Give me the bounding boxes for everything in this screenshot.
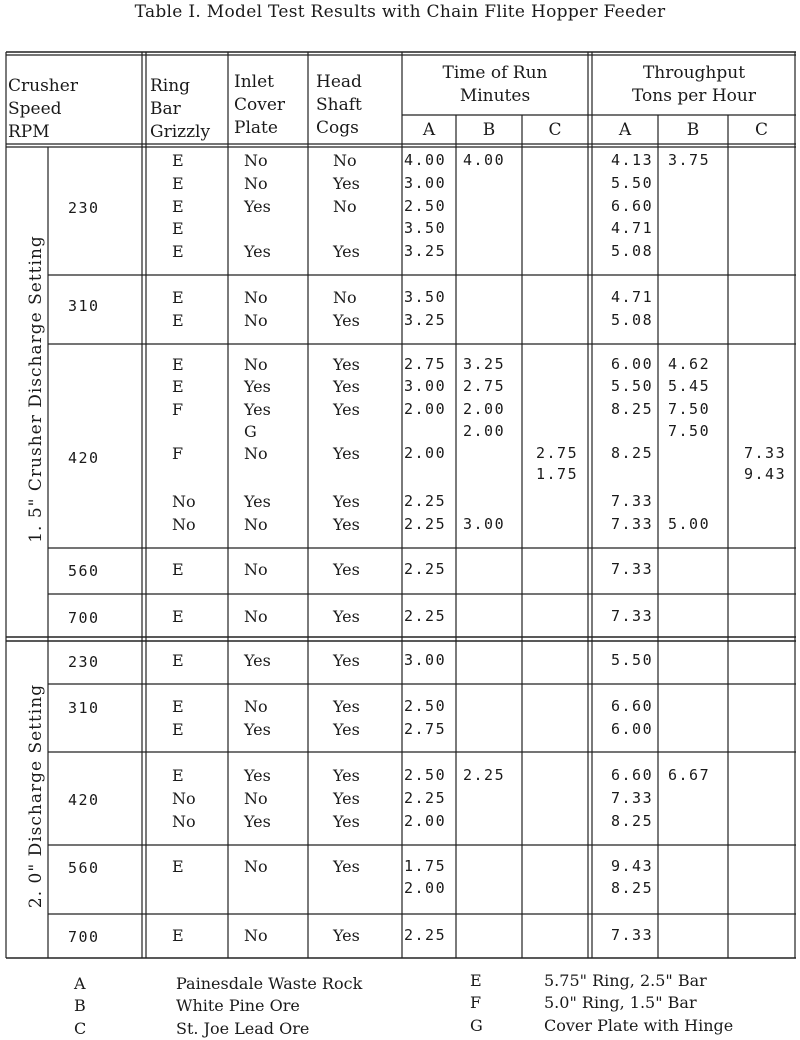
time-a-cell: 3.25 — [404, 242, 447, 260]
time-a-cell: 3.00 — [404, 174, 447, 192]
grizzly-cell: E — [172, 651, 184, 670]
head-shaft-cogs-cell: Yes — [333, 242, 360, 261]
time-c-cell: 1.75 — [536, 465, 579, 483]
head-shaft-cogs-cell: Yes — [333, 400, 360, 419]
header-time-a: A — [422, 120, 436, 140]
cover-plate-cell: Yes — [244, 377, 271, 396]
throughput-a-cell: 6.60 — [611, 766, 654, 784]
time-a-cell: 3.25 — [404, 311, 447, 329]
time-b-cell: 4.00 — [463, 151, 506, 169]
grizzly-cell: E — [172, 151, 184, 170]
time-a-cell: 1.75 — [404, 857, 447, 875]
legend-text: 5.0" Ring, 1.5" Bar — [544, 993, 697, 1012]
legend-key: B — [74, 996, 86, 1015]
cover-plate-cell: Yes — [244, 400, 271, 419]
header-line: Plate — [234, 118, 278, 138]
time-a-cell: 2.00 — [404, 444, 447, 462]
header-head-shaft-cogs — [316, 71, 362, 140]
header-line: Time of Run — [442, 63, 548, 83]
cover-plate-cell: No — [244, 174, 268, 193]
cover-plate-cell: No — [244, 697, 268, 716]
head-shaft-cogs-cell: Yes — [333, 355, 360, 374]
cover-plate-cell: No — [244, 789, 268, 808]
time-a-cell: 2.50 — [404, 197, 447, 215]
grizzly-cell: E — [172, 288, 184, 307]
time-a-cell: 2.00 — [404, 812, 447, 830]
cover-plate-cell: G — [244, 422, 257, 441]
section-label-2-0-inch: 2. 0" Discharge Setting — [26, 683, 46, 909]
header-crusher-speed — [8, 75, 78, 144]
head-shaft-cogs-cell: No — [333, 151, 357, 170]
head-shaft-cogs-cell: Yes — [333, 311, 360, 330]
throughput-a-cell: 4.71 — [611, 288, 654, 306]
rpm-value: 700 — [68, 609, 100, 627]
grizzly-cell: E — [172, 857, 184, 876]
header-line: Cover — [234, 95, 286, 115]
legend-text: 5.75" Ring, 2.5" Bar — [544, 971, 707, 990]
grizzly-cell: E — [172, 311, 184, 330]
cover-plate-cell: No — [244, 607, 268, 626]
grizzly-cell: E — [172, 560, 184, 579]
grizzly-cell: E — [172, 219, 184, 238]
head-shaft-cogs-cell: Yes — [333, 789, 360, 808]
head-shaft-cogs-cell: Yes — [333, 697, 360, 716]
throughput-b-cell: 7.50 — [668, 400, 711, 418]
throughput-b-cell: 4.62 — [668, 355, 711, 373]
legend-key: C — [74, 1019, 87, 1038]
section-label-1-5-inch: 1. 5" Crusher Discharge Setting — [26, 235, 46, 543]
rpm-value: 560 — [68, 859, 100, 877]
time-a-cell: 2.00 — [404, 400, 447, 418]
grizzly-cell: E — [172, 355, 184, 374]
throughput-a-cell: 5.50 — [611, 174, 654, 192]
time-a-cell: 2.25 — [404, 560, 447, 578]
time-b-cell: 2.00 — [463, 422, 506, 440]
header-line: Shaft — [316, 95, 362, 115]
legend-text: Cover Plate with Hinge — [544, 1016, 734, 1035]
head-shaft-cogs-cell: Yes — [333, 515, 360, 534]
throughput-c-cell: 7.33 — [744, 444, 787, 462]
header-line: RPM — [8, 122, 50, 142]
head-shaft-cogs-cell: Yes — [333, 766, 360, 785]
throughput-a-cell: 5.08 — [611, 311, 654, 329]
grizzly-cell: E — [172, 174, 184, 193]
cover-plate-cell: Yes — [244, 492, 271, 511]
header-inlet-cover-plate — [234, 71, 285, 140]
time-a-cell: 2.25 — [404, 515, 447, 533]
throughput-a-cell: 6.60 — [611, 697, 654, 715]
header-throughput — [592, 62, 796, 108]
time-a-cell: 2.25 — [404, 492, 447, 510]
header-line: Bar — [150, 99, 181, 119]
head-shaft-cogs-cell: Yes — [333, 174, 360, 193]
grizzly-cell: No — [172, 812, 196, 831]
throughput-b-cell: 5.45 — [668, 377, 711, 395]
header-throughput-a: A — [618, 120, 632, 140]
header-line: Ring — [150, 76, 191, 96]
header-line: Tons per Hour — [632, 86, 756, 106]
cover-plate-cell: Yes — [244, 242, 271, 261]
head-shaft-cogs-cell: No — [333, 288, 357, 307]
throughput-a-cell: 4.13 — [611, 151, 654, 169]
header-time-of-run — [402, 62, 588, 108]
throughput-b-cell: 5.00 — [668, 515, 711, 533]
time-a-cell: 3.50 — [404, 219, 447, 237]
throughput-a-cell: 8.25 — [611, 400, 654, 418]
header-line: Cogs — [316, 118, 359, 138]
throughput-c-cell: 9.43 — [744, 465, 787, 483]
header-throughput-c: C — [754, 120, 768, 140]
grizzly-cell: E — [172, 607, 184, 626]
table-title: Table I. Model Test Results with Chain Flite Hopper Feeder — [134, 2, 666, 22]
head-shaft-cogs-cell: Yes — [333, 926, 360, 945]
time-a-cell: 2.75 — [404, 720, 447, 738]
time-b-cell: 2.25 — [463, 766, 506, 784]
rpm-value: 420 — [68, 449, 100, 467]
cover-plate-cell: No — [244, 288, 268, 307]
head-shaft-cogs-cell: Yes — [333, 607, 360, 626]
throughput-a-cell: 5.50 — [611, 651, 654, 669]
rpm-value: 700 — [68, 928, 100, 946]
legend-key: F — [470, 993, 482, 1012]
head-shaft-cogs-cell: Yes — [333, 857, 360, 876]
head-shaft-cogs-cell: Yes — [333, 560, 360, 579]
grizzly-cell: F — [172, 400, 184, 419]
cover-plate-cell: No — [244, 444, 268, 463]
header-line: Crusher — [8, 76, 78, 96]
grizzly-cell: F — [172, 444, 184, 463]
grizzly-cell: No — [172, 789, 196, 808]
throughput-a-cell: 8.25 — [611, 444, 654, 462]
rpm-value: 230 — [68, 653, 100, 671]
grizzly-cell: E — [172, 926, 184, 945]
throughput-a-cell: 5.08 — [611, 242, 654, 260]
header-line: Minutes — [459, 86, 531, 106]
time-b-cell: 2.75 — [463, 377, 506, 395]
throughput-a-cell: 6.60 — [611, 197, 654, 215]
grizzly-cell: E — [172, 242, 184, 261]
cover-plate-cell: No — [244, 515, 268, 534]
time-a-cell: 3.00 — [404, 377, 447, 395]
cover-plate-cell: Yes — [244, 812, 271, 831]
throughput-b-cell: 7.50 — [668, 422, 711, 440]
legend-key: A — [74, 974, 86, 993]
cover-plate-cell: No — [244, 560, 268, 579]
head-shaft-cogs-cell: Yes — [333, 812, 360, 831]
rpm-value: 230 — [68, 199, 100, 217]
head-shaft-cogs-cell: No — [333, 197, 357, 216]
throughput-a-cell: 8.25 — [611, 879, 654, 897]
legend-key: G — [470, 1016, 483, 1035]
rpm-value: 560 — [68, 562, 100, 580]
throughput-a-cell: 7.33 — [611, 926, 654, 944]
grizzly-cell: No — [172, 515, 196, 534]
throughput-b-cell: 6.67 — [668, 766, 711, 784]
throughput-a-cell: 7.33 — [611, 607, 654, 625]
time-a-cell: 3.00 — [404, 651, 447, 669]
time-b-cell: 3.25 — [463, 355, 506, 373]
throughput-a-cell: 7.33 — [611, 560, 654, 578]
time-b-cell: 2.00 — [463, 400, 506, 418]
throughput-a-cell: 7.33 — [611, 515, 654, 533]
grizzly-cell: E — [172, 697, 184, 716]
throughput-a-cell: 4.71 — [611, 219, 654, 237]
throughput-a-cell: 9.43 — [611, 857, 654, 875]
time-b-cell: 3.00 — [463, 515, 506, 533]
time-a-cell: 2.50 — [404, 766, 447, 784]
cover-plate-cell: No — [244, 311, 268, 330]
legend-key: E — [470, 971, 482, 990]
grizzly-cell: E — [172, 197, 184, 216]
time-a-cell: 3.50 — [404, 288, 447, 306]
header-throughput-b: B — [686, 120, 700, 140]
head-shaft-cogs-cell: Yes — [333, 492, 360, 511]
time-a-cell: 2.50 — [404, 697, 447, 715]
legend-text: White Pine Ore — [176, 996, 300, 1015]
head-shaft-cogs-cell: Yes — [333, 377, 360, 396]
grizzly-cell: E — [172, 766, 184, 785]
rpm-value: 310 — [68, 699, 100, 717]
head-shaft-cogs-cell: Yes — [333, 651, 360, 670]
throughput-a-cell: 5.50 — [611, 377, 654, 395]
cover-plate-cell: No — [244, 857, 268, 876]
throughput-b-cell: 3.75 — [668, 151, 711, 169]
header-line: Speed — [8, 99, 62, 119]
time-a-cell: 2.75 — [404, 355, 447, 373]
legend-text: St. Joe Lead Ore — [176, 1019, 310, 1038]
time-c-cell: 2.75 — [536, 444, 579, 462]
cover-plate-cell: Yes — [244, 720, 271, 739]
time-a-cell: 2.25 — [404, 789, 447, 807]
header-line: Throughput — [642, 63, 746, 83]
head-shaft-cogs-cell: Yes — [333, 444, 360, 463]
throughput-a-cell: 6.00 — [611, 720, 654, 738]
grizzly-cell: No — [172, 492, 196, 511]
legend-text: Painesdale Waste Rock — [176, 974, 363, 993]
header-line: Head — [316, 72, 362, 92]
throughput-a-cell: 7.33 — [611, 492, 654, 510]
header-line: Inlet — [234, 72, 274, 92]
throughput-a-cell: 6.00 — [611, 355, 654, 373]
throughput-a-cell: 8.25 — [611, 812, 654, 830]
cover-plate-cell: Yes — [244, 651, 271, 670]
grizzly-cell: E — [172, 377, 184, 396]
time-a-cell: 2.25 — [404, 607, 447, 625]
rpm-value: 420 — [68, 791, 100, 809]
header-time-c: C — [548, 120, 562, 140]
header-time-b: B — [482, 120, 496, 140]
time-a-cell: 2.25 — [404, 926, 447, 944]
throughput-a-cell: 7.33 — [611, 789, 654, 807]
head-shaft-cogs-cell: Yes — [333, 720, 360, 739]
time-a-cell: 2.00 — [404, 879, 447, 897]
cover-plate-cell: No — [244, 355, 268, 374]
header-line: Grizzly — [150, 122, 211, 142]
cover-plate-cell: Yes — [244, 766, 271, 785]
header-ring-bar-grizzly — [150, 75, 210, 144]
grizzly-cell: E — [172, 720, 184, 739]
cover-plate-cell: Yes — [244, 197, 271, 216]
time-a-cell: 4.00 — [404, 151, 447, 169]
rpm-value: 310 — [68, 297, 100, 315]
cover-plate-cell: No — [244, 926, 268, 945]
cover-plate-cell: No — [244, 151, 268, 170]
